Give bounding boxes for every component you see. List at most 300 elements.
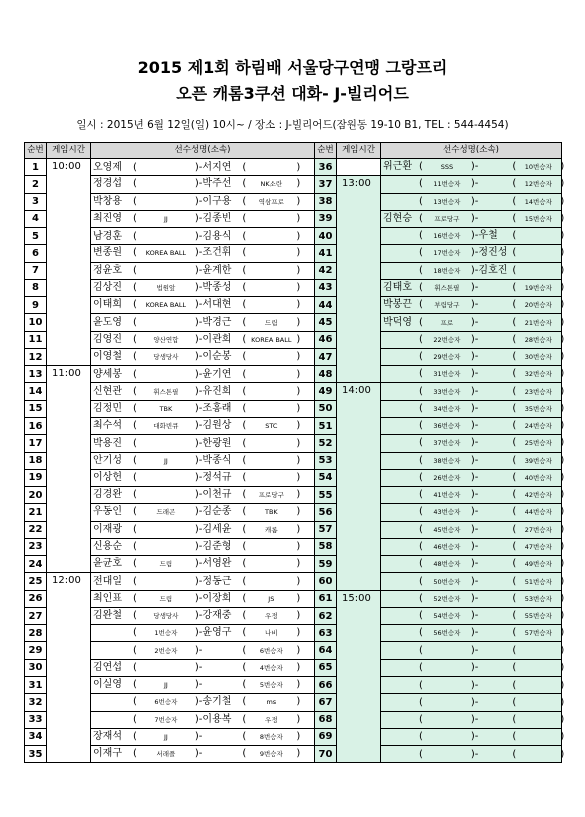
separator: )- bbox=[470, 696, 479, 708]
separator: )- bbox=[194, 247, 203, 259]
player-a-club: 50번승자 bbox=[433, 577, 461, 586]
separator: ( bbox=[133, 713, 137, 725]
player-b-club: 47번승자 bbox=[524, 542, 552, 551]
player-a-club: 17번승자 bbox=[433, 249, 461, 258]
separator: )- bbox=[470, 748, 479, 760]
player-b-club: 27번승자 bbox=[524, 525, 552, 534]
separator: ) bbox=[296, 558, 301, 570]
players-cell bbox=[91, 607, 315, 624]
separator: ( bbox=[133, 281, 137, 293]
player-b-name: 한광원 bbox=[202, 437, 232, 449]
game-time: 12:00 bbox=[47, 573, 91, 763]
player-a-club: 31번승자 bbox=[433, 370, 461, 379]
row-number: 5 bbox=[25, 228, 47, 245]
header-time-left: 게임시간 bbox=[47, 143, 91, 159]
player-b-club: 드림 bbox=[265, 318, 278, 327]
row-number: 46 bbox=[315, 331, 337, 348]
row-number: 27 bbox=[25, 607, 47, 624]
row-number: 3 bbox=[25, 193, 47, 210]
player-b-club: 역삼프로 bbox=[258, 197, 284, 206]
separator: )- bbox=[194, 576, 203, 587]
separator: ( bbox=[419, 627, 423, 639]
player-a-club: KOREA BALL bbox=[145, 249, 187, 258]
player-b-name: 박종성 bbox=[202, 281, 232, 293]
row-number: 43 bbox=[315, 279, 337, 296]
separator: )- bbox=[470, 178, 479, 190]
table-row bbox=[25, 746, 562, 763]
header-no-right: 순번 bbox=[315, 143, 337, 159]
separator: ( bbox=[419, 506, 423, 518]
row-number: 15 bbox=[25, 400, 47, 417]
separator: )- bbox=[470, 333, 479, 345]
separator: )- bbox=[470, 230, 479, 242]
row-number: 63 bbox=[315, 625, 337, 642]
separator: ) bbox=[296, 627, 301, 639]
separator: ( bbox=[133, 679, 137, 691]
players-cell bbox=[91, 417, 315, 434]
separator: ( bbox=[512, 592, 517, 604]
table-row bbox=[25, 245, 562, 262]
table-row bbox=[25, 366, 562, 383]
separator: ( bbox=[419, 299, 423, 311]
player-a-name: 김상진 bbox=[93, 281, 122, 293]
separator: ) bbox=[560, 662, 565, 674]
separator: ( bbox=[133, 454, 137, 466]
player-a-name: 안기성 bbox=[93, 454, 122, 466]
separator: ( bbox=[133, 212, 137, 224]
players-cell bbox=[381, 469, 565, 486]
players-cell bbox=[381, 383, 565, 400]
table-row bbox=[25, 210, 562, 227]
separator: ( bbox=[133, 385, 137, 397]
players-cell bbox=[381, 366, 565, 383]
player-a-name: 이태희 bbox=[93, 299, 122, 311]
row-number: 62 bbox=[315, 607, 337, 624]
separator: ( bbox=[133, 748, 137, 760]
players-cell bbox=[91, 676, 315, 693]
separator: ( bbox=[133, 351, 137, 363]
separator: )- bbox=[194, 178, 203, 190]
separator: ( bbox=[242, 402, 247, 414]
player-a-club: 당생당사 bbox=[153, 353, 179, 362]
separator: ( bbox=[512, 662, 517, 674]
players-cell bbox=[381, 228, 565, 245]
separator: ) bbox=[560, 696, 565, 708]
separator: ) bbox=[296, 402, 301, 414]
row-number: 6 bbox=[25, 245, 47, 262]
player-a-name: 변종원 bbox=[93, 247, 122, 259]
player-a-club: 43번승자 bbox=[433, 508, 461, 517]
separator: )- bbox=[470, 610, 479, 622]
separator: )- bbox=[194, 437, 203, 449]
row-number: 26 bbox=[25, 590, 47, 607]
row-number: 22 bbox=[25, 521, 47, 538]
separator: ( bbox=[419, 178, 423, 190]
separator: ) bbox=[296, 748, 301, 760]
separator: ) bbox=[296, 489, 301, 501]
separator: )- bbox=[470, 540, 479, 552]
player-b-name: 서대현 bbox=[202, 299, 232, 311]
player-b-club: 19번승자 bbox=[524, 283, 552, 292]
player-b-club: 20번승자 bbox=[524, 301, 552, 310]
player-a-club: TBK bbox=[159, 404, 173, 413]
separator: ( bbox=[419, 575, 423, 587]
separator: ) bbox=[296, 230, 301, 242]
table-row bbox=[25, 676, 562, 693]
game-time: 11:00 bbox=[47, 366, 91, 573]
player-a-name: 윤균호 bbox=[93, 558, 122, 570]
player-a-club: 11번승자 bbox=[433, 180, 461, 189]
row-number: 44 bbox=[315, 297, 337, 314]
row-number: 67 bbox=[315, 694, 337, 711]
separator: )- bbox=[194, 420, 203, 432]
separator: )- bbox=[194, 679, 203, 691]
player-a-club: 22번승자 bbox=[433, 335, 461, 344]
row-number: 25 bbox=[25, 573, 47, 590]
separator: ( bbox=[512, 316, 517, 328]
separator: ) bbox=[560, 506, 565, 518]
row-number: 65 bbox=[315, 659, 337, 676]
separator: ( bbox=[512, 368, 517, 380]
row-number: 8 bbox=[25, 279, 47, 296]
separator: ( bbox=[512, 195, 517, 207]
separator: ( bbox=[512, 264, 517, 276]
player-a-club: JJ bbox=[163, 456, 168, 465]
separator: ) bbox=[560, 420, 565, 432]
row-number: 2 bbox=[25, 176, 47, 193]
table-row bbox=[25, 331, 562, 348]
separator: ) bbox=[296, 281, 301, 293]
separator: )- bbox=[470, 437, 479, 449]
player-a-name: 남경훈 bbox=[93, 230, 122, 242]
separator: ( bbox=[419, 264, 423, 276]
player-b-club: 51번승자 bbox=[524, 577, 552, 586]
table-row bbox=[25, 228, 562, 245]
separator: ( bbox=[512, 696, 517, 708]
player-b-club: 15번승자 bbox=[524, 214, 552, 223]
separator: ) bbox=[560, 195, 565, 207]
separator: )- bbox=[470, 316, 479, 328]
separator: )- bbox=[194, 299, 203, 311]
header-players-right: 선수성명(소속) bbox=[381, 143, 562, 159]
players-cell bbox=[91, 176, 315, 193]
players-cell bbox=[91, 469, 315, 486]
players-cell bbox=[381, 159, 565, 176]
separator: ) bbox=[560, 402, 565, 414]
player-b-club: 25번승자 bbox=[524, 439, 552, 448]
players-cell bbox=[381, 642, 565, 659]
players-cell bbox=[91, 728, 315, 745]
separator: ) bbox=[560, 523, 565, 535]
separator: )- bbox=[194, 333, 203, 345]
player-b-club: 5번승자 bbox=[259, 681, 283, 690]
separator: )- bbox=[194, 558, 203, 570]
player-b-club: 30번승자 bbox=[524, 353, 552, 362]
separator: ) bbox=[560, 714, 565, 726]
separator: ) bbox=[296, 454, 301, 466]
row-number: 61 bbox=[315, 590, 337, 607]
player-a-club: 34번승자 bbox=[433, 404, 461, 413]
separator: ) bbox=[560, 281, 565, 293]
players-cell bbox=[91, 245, 315, 262]
separator: ( bbox=[133, 195, 137, 207]
separator: ( bbox=[242, 265, 247, 277]
player-b-club: STC bbox=[265, 422, 278, 431]
separator: ( bbox=[133, 610, 137, 622]
player-b-club: 40번승자 bbox=[524, 473, 552, 482]
players-cell bbox=[91, 228, 315, 245]
player-a-name: 최인표 bbox=[93, 592, 122, 604]
separator: ( bbox=[419, 195, 423, 207]
player-a-name: 최수석 bbox=[93, 420, 122, 432]
players-cell bbox=[381, 487, 565, 504]
separator: ( bbox=[242, 472, 247, 484]
row-number: 10 bbox=[25, 314, 47, 331]
row-number: 19 bbox=[25, 469, 47, 486]
player-a-club: 양산연합 bbox=[153, 335, 179, 344]
players-cell bbox=[381, 659, 565, 676]
row-number: 13 bbox=[25, 366, 47, 383]
separator: ( bbox=[133, 523, 137, 535]
row-number: 33 bbox=[25, 711, 47, 728]
separator: ) bbox=[296, 368, 301, 380]
separator: )- bbox=[470, 731, 479, 743]
separator: )- bbox=[470, 558, 479, 570]
separator: ( bbox=[242, 230, 247, 242]
separator: )- bbox=[470, 592, 479, 604]
separator: ( bbox=[242, 247, 247, 259]
separator: ( bbox=[512, 454, 517, 466]
player-b-club: 53번승자 bbox=[524, 594, 552, 603]
separator: )- bbox=[470, 575, 479, 587]
separator: ( bbox=[419, 679, 423, 691]
separator: ( bbox=[242, 713, 247, 725]
player-a-club: 46번승자 bbox=[433, 542, 461, 551]
player-a-club: 드림 bbox=[159, 560, 173, 569]
separator: ( bbox=[242, 661, 247, 673]
players-cell bbox=[91, 193, 315, 210]
row-number: 17 bbox=[25, 435, 47, 452]
player-b-club: 42번승자 bbox=[524, 491, 552, 500]
row-number: 66 bbox=[315, 676, 337, 693]
player-b-name: 박종식 bbox=[202, 454, 232, 466]
player-b-club: 35번승자 bbox=[524, 404, 552, 413]
player-b-club: 44번승자 bbox=[524, 508, 552, 517]
row-number: 54 bbox=[315, 469, 337, 486]
player-b-club: 23번승자 bbox=[524, 387, 552, 396]
player-a-club: 휘스톤필 bbox=[153, 387, 179, 396]
table-row bbox=[25, 487, 562, 504]
player-a-club: 7번승자 bbox=[154, 715, 178, 724]
player-b-name: 이구용 bbox=[202, 195, 232, 207]
separator: ( bbox=[512, 627, 517, 639]
row-number: 36 bbox=[315, 159, 337, 176]
separator: ( bbox=[419, 316, 423, 328]
players-cell bbox=[381, 607, 565, 624]
separator: ( bbox=[419, 247, 423, 259]
player-a-name: 박덕영 bbox=[383, 316, 412, 328]
player-b-club: 4번승자 bbox=[259, 663, 283, 672]
row-number: 48 bbox=[315, 366, 337, 383]
separator: ) bbox=[560, 540, 565, 552]
player-a-club: 드림 bbox=[159, 594, 173, 603]
player-b-name: 김호진 bbox=[478, 264, 508, 276]
separator: ) bbox=[560, 679, 565, 691]
player-b-club: 12번승자 bbox=[524, 180, 552, 189]
player-b-club: 55번승자 bbox=[524, 612, 552, 621]
player-a-name: 이실영 bbox=[93, 679, 122, 691]
player-b-name: 정석규 bbox=[202, 472, 232, 484]
game-time: 15:00 bbox=[337, 590, 381, 763]
separator: ) bbox=[560, 575, 565, 587]
players-cell bbox=[381, 711, 565, 728]
table-row bbox=[25, 607, 562, 624]
separator: ( bbox=[242, 748, 247, 760]
separator: ( bbox=[242, 385, 247, 397]
player-b-name: 정진성 bbox=[478, 247, 508, 259]
player-a-club: JJ bbox=[163, 732, 168, 741]
separator: )- bbox=[194, 592, 203, 604]
player-a-club: 프로당구 bbox=[434, 214, 460, 223]
separator: ) bbox=[560, 385, 565, 397]
separator: ( bbox=[133, 506, 137, 518]
separator: ( bbox=[512, 281, 517, 293]
separator: ) bbox=[296, 644, 301, 656]
separator: ) bbox=[296, 161, 301, 173]
table-row bbox=[25, 176, 562, 193]
table-row bbox=[25, 711, 562, 728]
player-a-club: 45번승자 bbox=[433, 525, 461, 534]
player-a-name: 김연섭 bbox=[93, 661, 122, 673]
separator: ( bbox=[242, 679, 247, 691]
separator: )- bbox=[194, 472, 203, 484]
player-a-club: 13번승자 bbox=[433, 197, 461, 206]
player-a-club: JJ bbox=[163, 681, 168, 690]
separator: ) bbox=[560, 731, 565, 743]
separator: ) bbox=[296, 316, 301, 328]
row-number: 11 bbox=[25, 331, 47, 348]
separator: ( bbox=[419, 696, 423, 708]
player-b-name: 김세윤 bbox=[202, 523, 232, 535]
player-b-name: 김용식 bbox=[202, 230, 232, 242]
separator: ) bbox=[296, 265, 301, 277]
row-number: 30 bbox=[25, 659, 47, 676]
event-info: 일시 : 2015년 6월 12일(일) 10시~ / 장소 : J-빌리어드(잠원동 19-10 B1, TEL : 544-4454) bbox=[76, 119, 509, 131]
separator: )- bbox=[194, 489, 203, 501]
separator: ( bbox=[512, 731, 517, 743]
player-b-club: 14번승자 bbox=[524, 197, 552, 206]
player-a-club: 52번승자 bbox=[433, 594, 461, 603]
separator: )- bbox=[194, 351, 203, 363]
player-a-name: 이영철 bbox=[93, 351, 122, 363]
table-row bbox=[25, 728, 562, 745]
row-number: 57 bbox=[315, 521, 337, 538]
row-number: 58 bbox=[315, 538, 337, 555]
separator: )- bbox=[194, 281, 203, 293]
players-cell bbox=[381, 210, 565, 227]
row-number: 37 bbox=[315, 176, 337, 193]
row-number: 31 bbox=[25, 676, 47, 693]
separator: )- bbox=[470, 212, 479, 224]
player-a-club: 2번승자 bbox=[154, 646, 178, 655]
separator: )- bbox=[194, 506, 203, 518]
table-row bbox=[25, 538, 562, 555]
separator: ( bbox=[242, 454, 247, 466]
row-number: 40 bbox=[315, 228, 337, 245]
row-number: 16 bbox=[25, 417, 47, 434]
separator: ( bbox=[133, 472, 137, 484]
separator: ( bbox=[419, 748, 423, 760]
separator: ) bbox=[296, 730, 301, 742]
separator: )- bbox=[194, 195, 203, 207]
game-time: 13:00 bbox=[337, 176, 381, 383]
separator: ( bbox=[133, 333, 137, 345]
players-cell bbox=[381, 245, 565, 262]
separator: )- bbox=[194, 696, 203, 708]
separator: ( bbox=[133, 265, 137, 277]
separator: ( bbox=[242, 489, 247, 501]
separator: ( bbox=[512, 748, 517, 760]
players-cell bbox=[381, 176, 565, 193]
separator: )- bbox=[194, 212, 203, 224]
separator: ( bbox=[419, 333, 423, 345]
row-number: 52 bbox=[315, 435, 337, 452]
separator: ( bbox=[419, 454, 423, 466]
separator: ( bbox=[242, 420, 247, 432]
player-a-name: 오영제 bbox=[93, 161, 122, 173]
separator: )- bbox=[470, 420, 479, 432]
row-number: 41 bbox=[315, 245, 337, 262]
player-a-name: 김정민 bbox=[93, 402, 122, 414]
row-number: 32 bbox=[25, 694, 47, 711]
player-b-club: 나비 bbox=[265, 629, 278, 638]
players-cell bbox=[91, 746, 315, 763]
player-b-name: 김순종 bbox=[202, 506, 232, 518]
separator: )- bbox=[470, 195, 479, 207]
players-cell bbox=[91, 642, 315, 659]
separator: ) bbox=[560, 454, 565, 466]
player-a-club: 37번승자 bbox=[433, 439, 461, 448]
separator: ( bbox=[512, 247, 517, 259]
separator: ( bbox=[242, 281, 247, 293]
separator: )- bbox=[194, 385, 203, 397]
separator: )- bbox=[470, 454, 479, 466]
separator: ( bbox=[512, 610, 517, 622]
players-cell bbox=[381, 435, 565, 452]
separator: ) bbox=[296, 385, 301, 397]
separator: ( bbox=[512, 420, 517, 432]
table-row bbox=[25, 279, 562, 296]
separator: )- bbox=[470, 161, 479, 173]
separator: ( bbox=[242, 437, 247, 449]
separator: ( bbox=[133, 661, 137, 673]
game-time: 10:00 bbox=[47, 159, 91, 366]
separator: ( bbox=[419, 351, 423, 363]
player-b-name: 윤기연 bbox=[202, 368, 232, 380]
separator: ( bbox=[242, 696, 247, 708]
separator: ( bbox=[133, 437, 137, 449]
player-b-name: 이순봉 bbox=[202, 351, 232, 363]
separator: )- bbox=[194, 265, 203, 277]
player-a-club: 48번승자 bbox=[433, 560, 461, 569]
separator: ( bbox=[242, 730, 247, 742]
player-a-club: 38번승자 bbox=[433, 456, 461, 465]
player-b-club: 프로당구 bbox=[258, 491, 284, 500]
player-b-club: NK소란 bbox=[260, 180, 283, 189]
player-a-club: SSS bbox=[440, 163, 454, 172]
separator: ( bbox=[419, 610, 423, 622]
separator: ( bbox=[419, 489, 423, 501]
